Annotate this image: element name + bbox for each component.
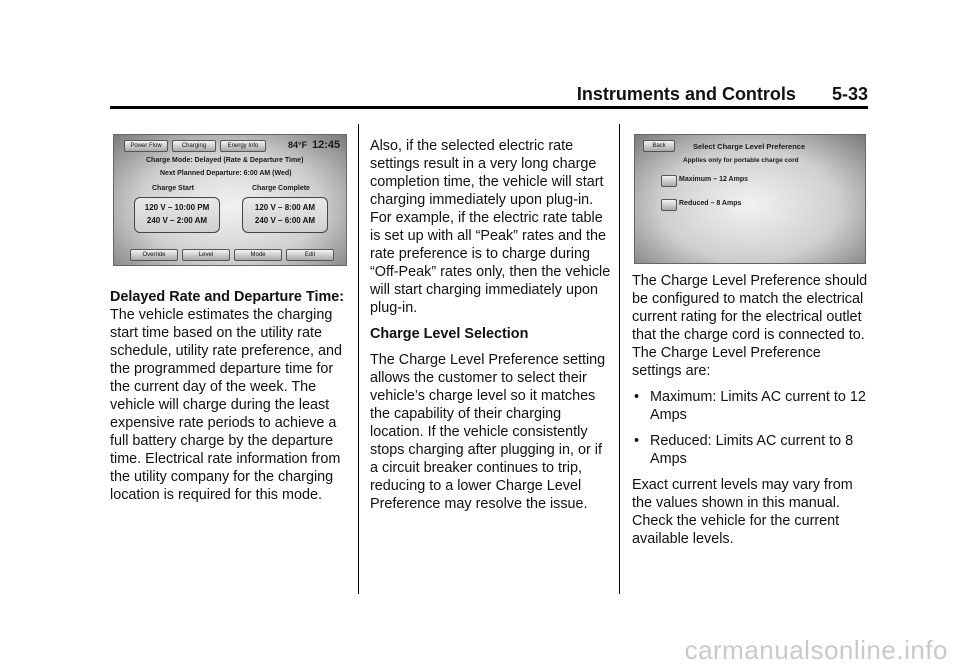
- site-watermark: carmanualsonline.info: [684, 635, 948, 665]
- edit-button: Edit: [286, 249, 334, 261]
- column-1: [110, 288, 350, 512]
- column-2: [370, 137, 612, 521]
- section-title: Instruments and Controls: [576, 84, 796, 104]
- list-item-text: Maximum: Limits AC current to 12 Amps: [650, 389, 866, 423]
- preference-list: [632, 388, 870, 468]
- mode-button: Mode: [234, 249, 282, 261]
- charge-start-row: 120 V – 10:00 PM: [144, 203, 210, 212]
- column-3: [632, 272, 870, 556]
- departure-line: Next Planned Departure: 6:00 AM (Wed): [160, 170, 292, 177]
- tab-charging: Charging: [172, 140, 216, 152]
- charge-level-screen-image: [634, 134, 866, 264]
- list-item-text: Reduced: Limits AC current to 8 Amps: [650, 433, 854, 467]
- bullet: •: [634, 389, 640, 405]
- temperature: 84°F: [288, 140, 308, 150]
- page-header: [577, 84, 868, 105]
- level-button: Level: [182, 249, 230, 261]
- page-number: 5-33: [831, 84, 868, 104]
- maximum-option-label: Maximum – 12 Amps: [679, 176, 748, 183]
- screen-subtitle: Applies only for portable charge cord: [683, 157, 799, 164]
- charge-complete-row: 240 V – 6:00 AM: [254, 216, 316, 225]
- tab-energy-info: Energy Info: [220, 140, 266, 152]
- screen-title: Select Charge Level Preference: [693, 142, 806, 151]
- override-button: Override: [130, 249, 178, 261]
- list-item: [632, 432, 870, 468]
- charge-mode-line: Charge Mode: Delayed (Rate & Departure Time): [146, 157, 304, 164]
- charge-level-paragraph: The Charge Level Preference setting allows the customer to select their vehicle’s charge level so it matches the capability of their charging location. If the vehicle consistently stops charging after plugging in, or if a circuit breaker continues to trip, reducing to a lower Charge Level Preference may resolve the issue.: [370, 352, 606, 512]
- charge-start-box: [134, 197, 220, 233]
- charge-complete-row: 120 V – 8:00 AM: [254, 203, 316, 212]
- list-item: [632, 388, 870, 424]
- header-rule: [110, 106, 868, 109]
- maximum-option-checkbox: [661, 175, 677, 187]
- charge-level-heading: Charge Level Selection: [370, 326, 529, 342]
- term-delayed-rate: Delayed Rate and Departure Time:: [110, 289, 345, 305]
- bullet: •: [634, 433, 640, 449]
- preference-paragraph: The Charge Level Preference should be configured to match the electrical current rating for the electrical outlet that the charge cord is connected to. The Charge Level Preference settings are:: [632, 273, 868, 379]
- exact-levels-paragraph: Exact current levels may vary from the values shown in this manual. Check the vehicle for the current available levels.: [632, 477, 853, 547]
- charge-start-label: Charge Start: [152, 185, 195, 192]
- charge-complete-box: [242, 197, 328, 233]
- column-divider-1: [358, 124, 359, 594]
- reduced-option-checkbox: [661, 199, 677, 211]
- charging-screen-image: [113, 134, 347, 266]
- column-divider-2: [619, 124, 620, 594]
- back-button: Back: [643, 140, 675, 152]
- delayed-rate-paragraph: [110, 288, 350, 504]
- tab-power-flow: Power Flow: [124, 140, 168, 152]
- reduced-option-label: Reduced – 8 Amps: [679, 200, 742, 207]
- rate-settings-paragraph: Also, if the selected electric rate settings result in a very long charge completion time, the vehicle will start charging immediately upon plug-in. For example, if the electric rate table is set up with all “Peak” rates and the rate preference is to charge during “Off-Peak” rates only, then the vehicle will start charging immediately upon plug-in.: [370, 138, 611, 316]
- charge-start-row: 240 V – 2:00 AM: [146, 216, 208, 225]
- charge-complete-label: Charge Complete: [252, 185, 310, 192]
- clock: 12:45: [312, 139, 341, 151]
- delayed-rate-body: The vehicle estimates the charging start time based on the utility rate schedule, utility rate preference, and the programmed departure time for the current day of the week. The vehicle will charge during the least expensive rate periods to achieve a full battery charge by the departure time. Electrical rate information from the utility company for the charging location is required for this mode.: [110, 307, 342, 503]
